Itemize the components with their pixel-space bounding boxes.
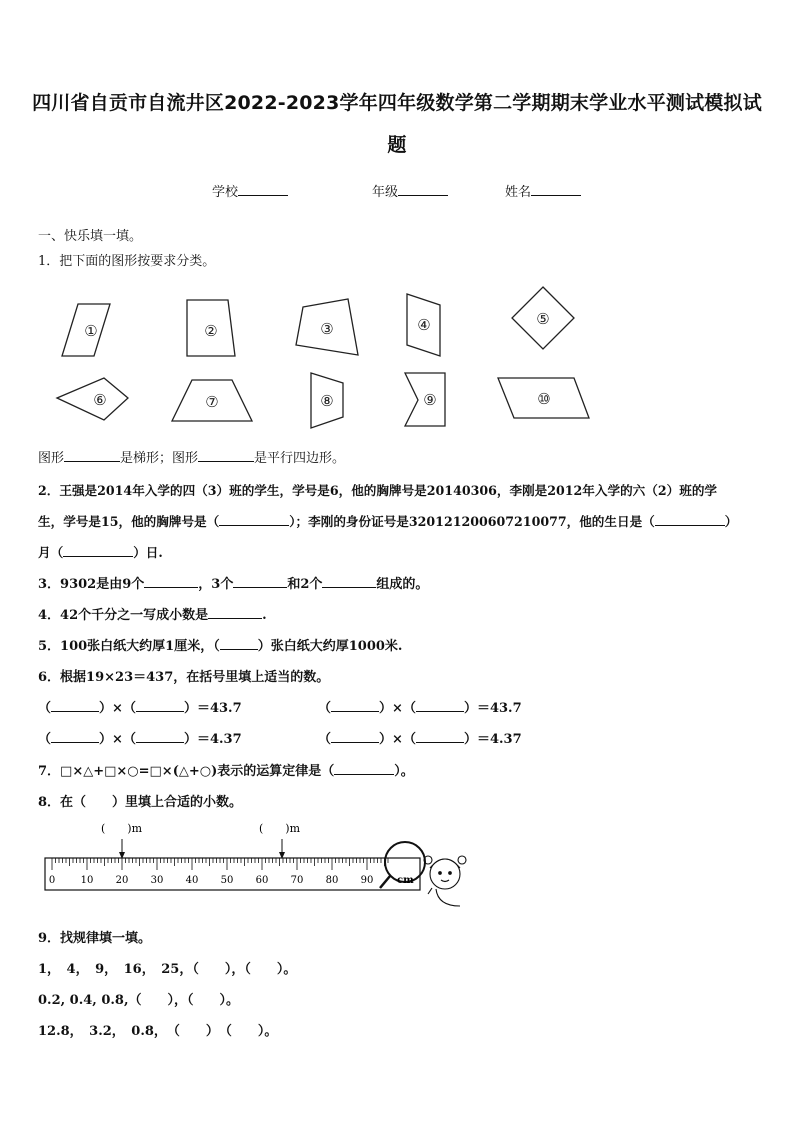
q6-r1r-blank-b[interactable] [416, 698, 464, 712]
ruler-figure [0, 816, 794, 916]
shape-label-5: ⑤ [536, 310, 550, 328]
wang-badge-blank[interactable] [219, 512, 289, 526]
shape-label-10: ⑩ [537, 390, 551, 408]
q4-blank[interactable] [208, 605, 262, 619]
shape-label-9: ⑨ [423, 391, 437, 409]
marker-label-2: ( )m [259, 822, 301, 835]
question-2-line1: 2．王强是2014年入学的四（3）班的学生，学号是6，他的胸牌号是20140306，李刚是2012年入学的六（2）班的学 [38, 483, 718, 498]
q6-r1l-blank-b[interactable] [136, 698, 184, 712]
ruler-tick-label: 80 [325, 875, 339, 886]
ruler-tick-label: 50 [220, 875, 234, 886]
question-6: 6．根据19×23＝437，在括号里填上适当的数。 [38, 670, 330, 685]
ruler-tick-label: 20 [115, 875, 129, 886]
shape-label-4: ④ [417, 316, 431, 334]
sequence-2: 0.2, 0.4, 0.8,（ ），（ ）。 [38, 993, 239, 1008]
parallelogram-blank[interactable] [198, 448, 254, 462]
q6-r1l-blank-a[interactable] [51, 698, 99, 712]
shape-label-6: ⑥ [93, 391, 107, 409]
q7-blank[interactable] [334, 761, 394, 775]
section-heading: 一、快乐填一填。 [38, 229, 143, 244]
q1-answer-line: 图形 是梯形；图形 是平行四边形。 [38, 447, 345, 466]
q6-r2r-blank-a[interactable] [331, 729, 379, 743]
q6-row2-right: （ ）×（ ）＝4.37 [318, 728, 522, 747]
q3-blank-3[interactable] [322, 574, 376, 588]
sequence-1: 1， 4， 9， 16， 25，（ ），（ ）。 [38, 962, 297, 977]
shape-label-7: ⑦ [205, 393, 219, 411]
name-field[interactable]: 姓名 [505, 181, 581, 200]
question-7: 7．□×△+□×○=□×(△+○)表示的运算定律是（ ）。 [38, 760, 414, 779]
ruler-tick-label: 70 [290, 875, 304, 886]
q6-r2l-blank-b[interactable] [136, 729, 184, 743]
trapezoid-blank[interactable] [64, 448, 120, 462]
school-field[interactable]: 学校 [212, 181, 288, 200]
shape-label-1: ① [84, 322, 98, 340]
shape-label-3: ③ [320, 320, 334, 338]
q6-r2l-blank-a[interactable] [51, 729, 99, 743]
sequence-3: 12.8， 3.2， 0.8， （ ） （ ）。 [38, 1024, 278, 1039]
ruler-tick-label: 10 [80, 875, 94, 886]
question-2-line3: 月（ ）日. [38, 545, 163, 560]
shapes-figure [0, 0, 794, 440]
grade-field[interactable]: 年级 [372, 181, 448, 200]
ruler-tick-label: 60 [255, 875, 269, 886]
q3-blank-1[interactable] [144, 574, 198, 588]
q5-blank[interactable] [220, 636, 258, 650]
page-title-line2: 题 [387, 134, 407, 156]
birthday-year-blank[interactable] [655, 512, 725, 526]
ruler-tick-label: 40 [185, 875, 199, 886]
birthday-month-blank[interactable] [63, 543, 133, 557]
marker-label-1: ( )m [101, 822, 143, 835]
question-8: 8．在（ ）里填上合适的小数。 [38, 795, 243, 810]
girl-cartoon [424, 856, 466, 906]
q6-row1-left: （ ）×（ ）＝43.7 [38, 697, 242, 716]
q3-blank-2[interactable] [233, 574, 287, 588]
question-2-line2: 生，学号是15，他的胸牌号是（ ）；李刚的身份证号是320121200607210077，他的生日是（ ） [38, 514, 738, 529]
q6-r1r-blank-a[interactable] [331, 698, 379, 712]
ruler-tick-label: 30 [150, 875, 164, 886]
ruler-tick-label: 90 [360, 875, 374, 886]
shape-label-8: ⑧ [320, 392, 334, 410]
question-5: 5．100张白纸大约厚1厘米，（ ）张白纸大约厚1000米. [38, 635, 402, 654]
shape-label-2: ② [204, 322, 218, 340]
question-3: 3．9302是由9个 ，3个 和2个 组成的。 [38, 573, 428, 592]
question-4: 4．42个千分之一写成小数是 . [38, 604, 267, 623]
question-9: 9．找规律填一填。 [38, 931, 152, 946]
page-title-line1: 四川省自贡市自流井区2022-2023学年四年级数学第二学期期末学业水平测试模拟试 [32, 92, 762, 114]
ruler-tick-label: 0 [48, 875, 56, 886]
q6-row2-left: （ ）×（ ）＝4.37 [38, 728, 242, 747]
question-1: 1．把下面的图形按要求分类。 [38, 254, 216, 269]
q6-r2r-blank-b[interactable] [416, 729, 464, 743]
q6-row1-right: （ ）×（ ）＝43.7 [318, 697, 522, 716]
ruler-unit: cm [397, 875, 414, 886]
